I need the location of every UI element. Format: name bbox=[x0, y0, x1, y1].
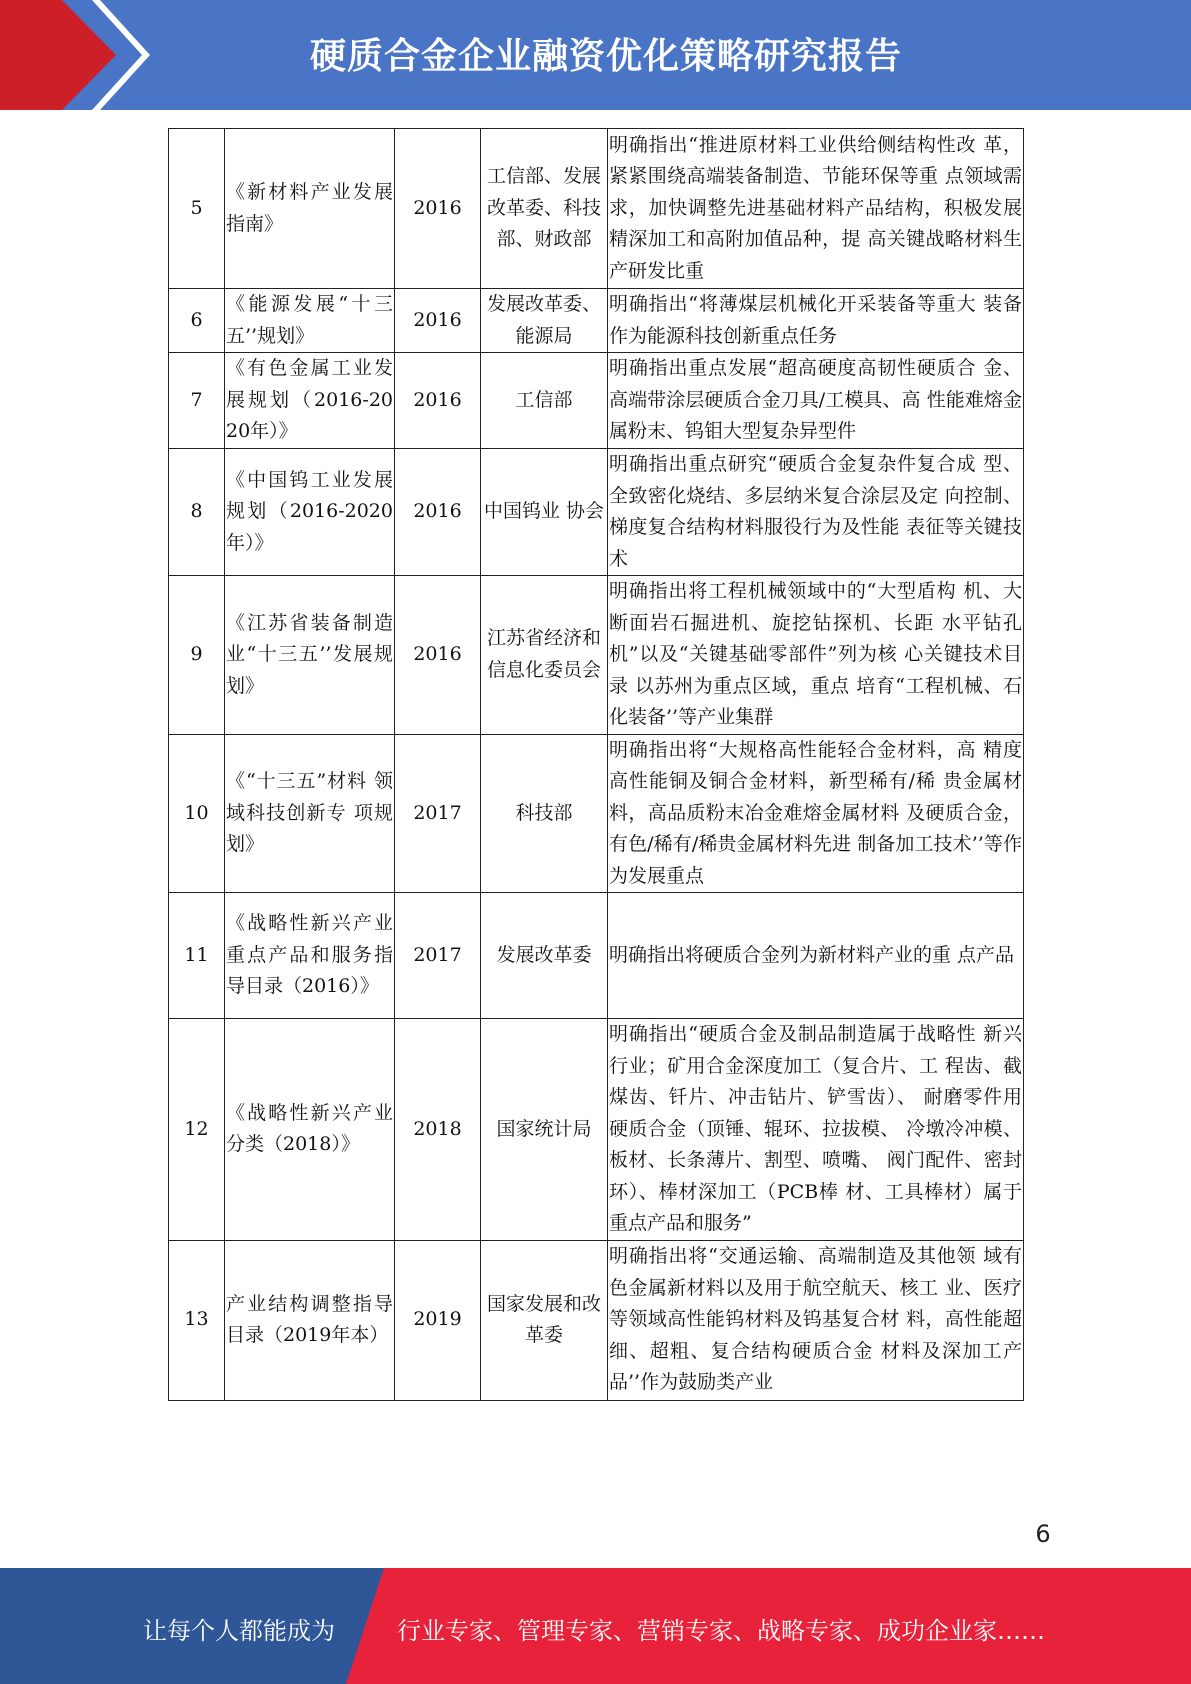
table-row bbox=[169, 893, 1024, 1019]
slogan-footer bbox=[0, 1568, 1191, 1684]
policy-year: 2016 bbox=[395, 576, 481, 735]
table-row bbox=[169, 289, 1024, 353]
table-row bbox=[169, 353, 1024, 449]
row-number: 7 bbox=[169, 353, 225, 449]
policy-table bbox=[168, 128, 1024, 1401]
row-number: 13 bbox=[169, 1240, 225, 1400]
issuing-department: 科技部 bbox=[481, 734, 608, 893]
table-row bbox=[169, 1240, 1024, 1400]
policy-name: 《能源发展“十三五’’规划》 bbox=[225, 289, 395, 353]
policy-year: 2017 bbox=[395, 734, 481, 893]
policy-description: 明确指出将“大规格高性能轻合金材料，高 精度高性能铜及铜合金材料，新型稀有/稀 贵金属材料，高品质粉末冶金难熔金属材料 及硬质合金，有色/稀有/稀贵金属材料先进 制备加工技术’’等作为发展重点 bbox=[608, 734, 1024, 893]
policy-year: 2016 bbox=[395, 353, 481, 449]
policy-year: 2016 bbox=[395, 449, 481, 576]
row-number: 11 bbox=[169, 893, 225, 1019]
slogan-roles: 行业专家、管理专家、营销专家、战略专家、成功企业家…… bbox=[397, 1617, 1045, 1645]
policy-name: 《有色金属工业发展规划（2016-2020年）》 bbox=[225, 353, 395, 449]
policy-year: 2017 bbox=[395, 893, 481, 1019]
policy-description: 明确指出将硬质合金列为新材料产业的重 点产品 bbox=[608, 893, 1024, 1019]
policy-name: 《中国钨工业发展规划（2016-2020年）》 bbox=[225, 449, 395, 576]
issuing-department: 国家统计局 bbox=[481, 1019, 608, 1241]
policy-description: 明确指出重点发展“超高硬度高韧性硬质合 金、高端带涂层硬质合金刀具/工模具、高 性能难熔金属粉末、钨钼大型复杂异型件 bbox=[608, 353, 1024, 449]
policy-name: 《战略性新兴产业重点产品和服务指导目录（2016）》 bbox=[225, 893, 395, 1019]
policy-description: 明确指出“将薄煤层机械化开采装备等重大 装备作为能源科技创新重点任务 bbox=[608, 289, 1024, 353]
policy-name: 《江苏省装备制造业“十三五’’发展规划》 bbox=[225, 576, 395, 735]
policy-name: 《新材料产业发展指南》 bbox=[225, 129, 395, 289]
row-number: 9 bbox=[169, 576, 225, 735]
row-number: 6 bbox=[169, 289, 225, 353]
issuing-department: 发展改革委 bbox=[481, 893, 608, 1019]
row-number: 12 bbox=[169, 1019, 225, 1241]
issuing-department: 发展改革委、能源局 bbox=[481, 289, 608, 353]
report-title: 硬质合金企业融资优化策略研究报告 bbox=[310, 36, 903, 77]
policy-description: 明确指出重点研究“硬质合金复杂件复合成 型、全致密化烧结、多层纳米复合涂层及定 向控制、梯度复合结构材料服役行为及性能 表征等关键技术 bbox=[608, 449, 1024, 576]
table-row bbox=[169, 449, 1024, 576]
row-number: 8 bbox=[169, 449, 225, 576]
policy-description: 明确指出“推进原材料工业供给侧结构性改 革，紧紧围绕高端装备制造、节能环保等重 点领域需求，加快调整先进基础材料产品结构，积极发展精深加工和高附加值品种，提 高关键战略材料生产研发比重 bbox=[608, 129, 1024, 289]
policy-description: 明确指出将工程机械领域中的“大型盾构 机、大断面岩石掘进机、旋挖钻探机、长距 水平钻孔机”以及“关键基础零部件”列为核 心关键技术目录 以苏州为重点区域，重点 培育“工程机械、石化装备’’等产业集群 bbox=[608, 576, 1024, 735]
row-number: 10 bbox=[169, 734, 225, 893]
policy-description: 明确指出“硬质合金及制品制造属于战略性 新兴行业；矿用合金深度加工（复合片、工 程齿、截煤齿、钎片、冲击钻片、铲雪齿）、 耐磨零件用硬质合金（顶锤、辊环、拉拔模、 冷墩冷冲模、板材、长条薄片、割型、喷嘴、 阀门配件、密封环）、棒材深加工（PCB棒 材、工具棒材）属于重点产品和服务” bbox=[608, 1019, 1024, 1241]
issuing-department: 工信部 bbox=[481, 353, 608, 449]
table-row bbox=[169, 129, 1024, 289]
policy-description: 明确指出将“交通运输、高端制造及其他领 域有色金属新材料以及用于航空航天、核工 业、医疗等领域高性能钨材料及钨基复合材 料，高性能超细、超粗、复合结构硬质合金 材料及深加工产品’’作为鼓励类产业 bbox=[608, 1240, 1024, 1400]
table-row bbox=[169, 576, 1024, 735]
policy-name: 《“十三五”材料 领域科技创新专 项规划》 bbox=[225, 734, 395, 893]
issuing-department: 国家发展和改革委 bbox=[481, 1240, 608, 1400]
table-row bbox=[169, 1019, 1024, 1241]
report-header bbox=[0, 0, 1191, 110]
page-number: 6 bbox=[1035, 1520, 1051, 1548]
policy-year: 2019 bbox=[395, 1240, 481, 1400]
issuing-department: 工信部、发展改革委、科技部、财政部 bbox=[481, 129, 608, 289]
policy-year: 2016 bbox=[395, 129, 481, 289]
policy-name: 产业结构调整指导目录（2019年本） bbox=[225, 1240, 395, 1400]
issuing-department: 中国钨业 协会 bbox=[481, 449, 608, 576]
policy-year: 2016 bbox=[395, 289, 481, 353]
row-number: 5 bbox=[169, 129, 225, 289]
policy-year: 2018 bbox=[395, 1019, 481, 1241]
policy-name: 《战略性新兴产业分类（2018）》 bbox=[225, 1019, 395, 1241]
issuing-department: 江苏省经济和信息化委员会 bbox=[481, 576, 608, 735]
table-row bbox=[169, 734, 1024, 893]
slogan-lead: 让每个人都能成为 bbox=[143, 1617, 335, 1645]
